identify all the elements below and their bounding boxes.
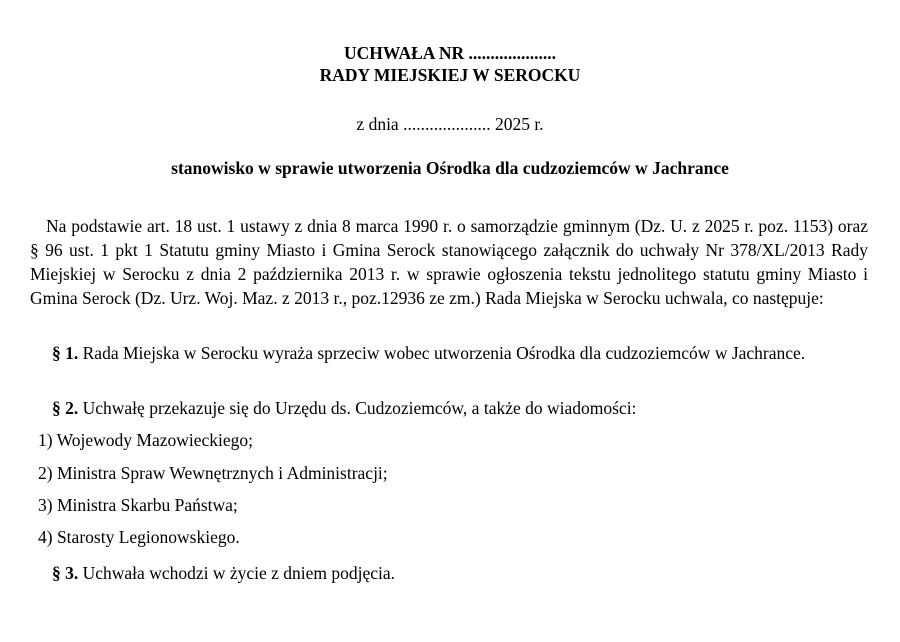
- section-2: [30, 396, 868, 420]
- resolution-number: UCHWAŁA NR ....................: [344, 43, 556, 63]
- recipient-item: 4) Starosty Legionowskiego.: [38, 527, 240, 547]
- section-3-text: Uchwała wchodzi w życie z dniem podjęcia.: [78, 563, 396, 583]
- recipient-item: 1) Wojewody Mazowieckiego;: [38, 430, 254, 450]
- recipient-item: 2) Ministra Spraw Wewnętrznych i Administracji;: [38, 463, 388, 483]
- council-name: RADY MIEJSKIEJ W SEROCKU: [319, 65, 581, 85]
- section-1-label: § 1.: [52, 343, 79, 363]
- section-3: [30, 561, 868, 585]
- section-1: [30, 341, 868, 365]
- resolution-date: z dnia .................... 2025 r.: [356, 114, 544, 134]
- recipient-item: 3) Ministra Skarbu Państwa;: [38, 495, 238, 515]
- section-3-label: § 3.: [52, 563, 79, 583]
- section-1-text: Rada Miejska w Serocku wyraża sprzeciw wobec utworzenia Ośrodka dla cudzoziemców w Jachrance.: [78, 343, 806, 363]
- preamble-paragraph: Na podstawie art. 18 ust. 1 ustawy z dnia 8 marca 1990 r. o samorządzie gminnym (Dz. U. z 2025 r. poz. 1153) oraz § 96 ust. 1 pkt 1 Statutu gminy Miasto i Gmina Serock stanowiącego załącznik do uchwały Nr 378/XL/2013 Rady Miejskiej w Serocku z dnia 2 października 2013 r. w sprawie ogłoszenia tekstu jednolitego statutu gminy Miasto i Gmina Serock (Dz. Urz. Woj. Maz. z 2013 r., poz.12936 ze zm.) Rada Miejska w Serocku uchwala, co następuje:: [30, 216, 868, 308]
- resolution-subject: stanowisko w sprawie utworzenia Ośrodka dla cudzoziemców w Jachrance: [171, 158, 729, 178]
- section-2-label: § 2.: [52, 398, 79, 418]
- section-2-text: Uchwałę przekazuje się do Urzędu ds. Cudzoziemców, a także do wiadomości:: [78, 398, 637, 418]
